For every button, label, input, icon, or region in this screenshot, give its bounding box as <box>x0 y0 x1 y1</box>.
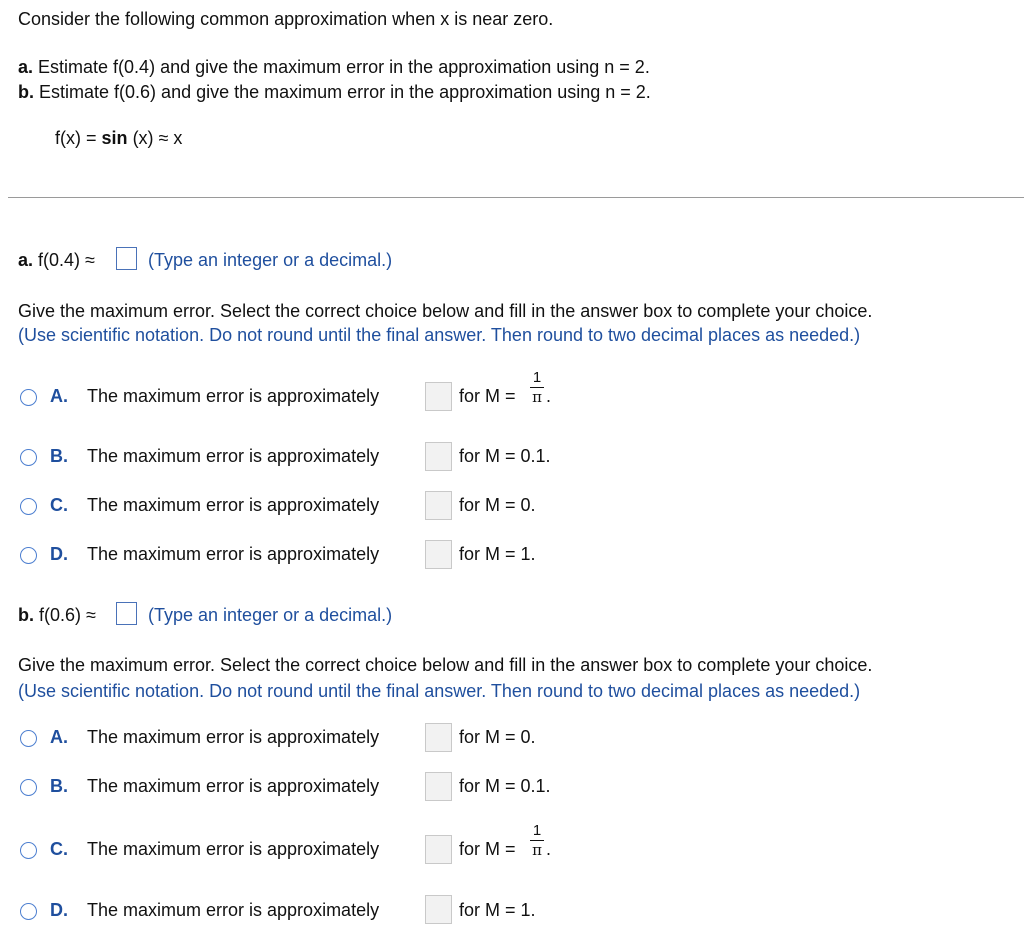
part-a-choice-b-radio[interactable] <box>20 449 37 466</box>
part-a-choice-a-for: for M = <box>459 386 516 406</box>
part-b-choice-b-for: for M = 0.1. <box>459 776 551 796</box>
part-b-choice-b-radio[interactable] <box>20 779 37 796</box>
part-b-choice-a-text: The maximum error is approximately <box>87 727 380 747</box>
task-b <box>18 82 651 103</box>
part-a-prefix: a. <box>18 250 34 270</box>
part-b-choice-c-radio[interactable] <box>20 842 37 859</box>
part-b-instruction-note: (Use scientific notation. Do not round until the final answer. Then round to two decimal places as needed.) <box>18 681 861 701</box>
part-a-hint: (Type an integer or a decimal.) <box>148 250 393 270</box>
pi-symbol: π <box>532 841 542 859</box>
part-b-label <box>18 605 96 626</box>
formula-rhs: (x) ≈ x <box>132 128 183 148</box>
part-b-choice-a-for: for M = 0. <box>459 727 536 747</box>
part-b-choice-d-text: The maximum error is approximately <box>87 900 380 920</box>
section-divider <box>8 197 1024 198</box>
part-b-choice-d-input[interactable] <box>425 895 452 924</box>
part-b-choice-b-text: The maximum error is approximately <box>87 776 380 796</box>
part-a-choice-c-radio[interactable] <box>20 498 37 515</box>
part-b-choice-d-radio[interactable] <box>20 903 37 920</box>
part-a-choice-b-text: The maximum error is approximately <box>87 446 380 466</box>
task-b-text: Estimate f(0.6) and give the maximum error in the approximation using n = 2. <box>39 82 651 102</box>
part-a-choice-c-text: The maximum error is approximately <box>87 495 380 515</box>
part-a-choice-c-letter: C. <box>50 495 68 515</box>
part-a-choice-a-radio[interactable] <box>20 389 37 406</box>
part-b-prefix: b. <box>18 605 34 625</box>
task-a-prefix: a. <box>18 57 34 77</box>
task-b-prefix: b. <box>18 82 34 102</box>
part-b-choice-b-letter: B. <box>50 776 68 796</box>
part-b-func: f(0.6) ≈ <box>39 605 96 625</box>
part-b-choice-a-letter: A. <box>50 727 68 747</box>
fraction-numerator: 1 <box>532 822 542 839</box>
part-b-answer-input[interactable] <box>116 602 137 625</box>
part-a-choice-d-radio[interactable] <box>20 547 37 564</box>
part-a-choice-c-for: for M = 0. <box>459 495 536 515</box>
part-a-choice-a-text: The maximum error is approximately <box>87 386 380 406</box>
part-b-hint: (Type an integer or a decimal.) <box>148 605 393 625</box>
part-a-instruction-note: (Use scientific notation. Do not round until the final answer. Then round to two decimal places as needed.) <box>18 325 861 345</box>
part-a-func: f(0.4) ≈ <box>38 250 95 270</box>
part-b-choice-d-letter: D. <box>50 900 68 920</box>
part-a-choice-d-text: The maximum error is approximately <box>87 544 380 564</box>
part-b-instruction: Give the maximum error. Select the correct choice below and fill in the answer box to complete your choice. <box>18 655 873 675</box>
part-a-choice-a-input[interactable] <box>425 382 452 411</box>
part-a-choice-d-letter: D. <box>50 544 68 564</box>
part-b-choice-c-text: The maximum error is approximately <box>87 839 380 859</box>
part-a-choice-a-letter: A. <box>50 386 68 406</box>
part-a-choice-a-fraction <box>530 370 544 405</box>
part-a-choice-b-for: for M = 0.1. <box>459 446 551 466</box>
task-a <box>18 57 650 78</box>
formula <box>55 128 182 149</box>
pi-symbol: π <box>532 388 542 406</box>
part-a-choice-a-tail: . <box>546 386 552 406</box>
formula-fn: sin <box>101 128 128 148</box>
part-a-choice-d-input[interactable] <box>425 540 452 569</box>
part-a-choice-b-input[interactable] <box>425 442 452 471</box>
part-b-choice-c-input[interactable] <box>425 835 452 864</box>
part-b-choice-c-letter: C. <box>50 839 68 859</box>
part-b-choice-d-for: for M = 1. <box>459 900 536 920</box>
part-b-choice-a-input[interactable] <box>425 723 452 752</box>
part-b-choice-a-radio[interactable] <box>20 730 37 747</box>
fraction-numerator: 1 <box>532 369 542 386</box>
part-b-choice-c-tail: . <box>546 839 552 859</box>
part-a-choice-b-letter: B. <box>50 446 68 466</box>
intro-text: Consider the following common approximation when x is near zero. <box>18 9 554 29</box>
part-a-choice-c-input[interactable] <box>425 491 452 520</box>
part-a-instruction: Give the maximum error. Select the correct choice below and fill in the answer box to complete your choice. <box>18 301 873 321</box>
part-b-choice-c-fraction <box>530 823 544 858</box>
formula-lhs: f(x) = <box>55 128 97 148</box>
part-a-choice-d-for: for M = 1. <box>459 544 536 564</box>
part-a-label <box>18 250 95 271</box>
task-a-text: Estimate f(0.4) and give the maximum error in the approximation using n = 2. <box>38 57 650 77</box>
part-b-choice-b-input[interactable] <box>425 772 452 801</box>
part-b-choice-c-for: for M = <box>459 839 516 859</box>
part-a-answer-input[interactable] <box>116 247 137 270</box>
